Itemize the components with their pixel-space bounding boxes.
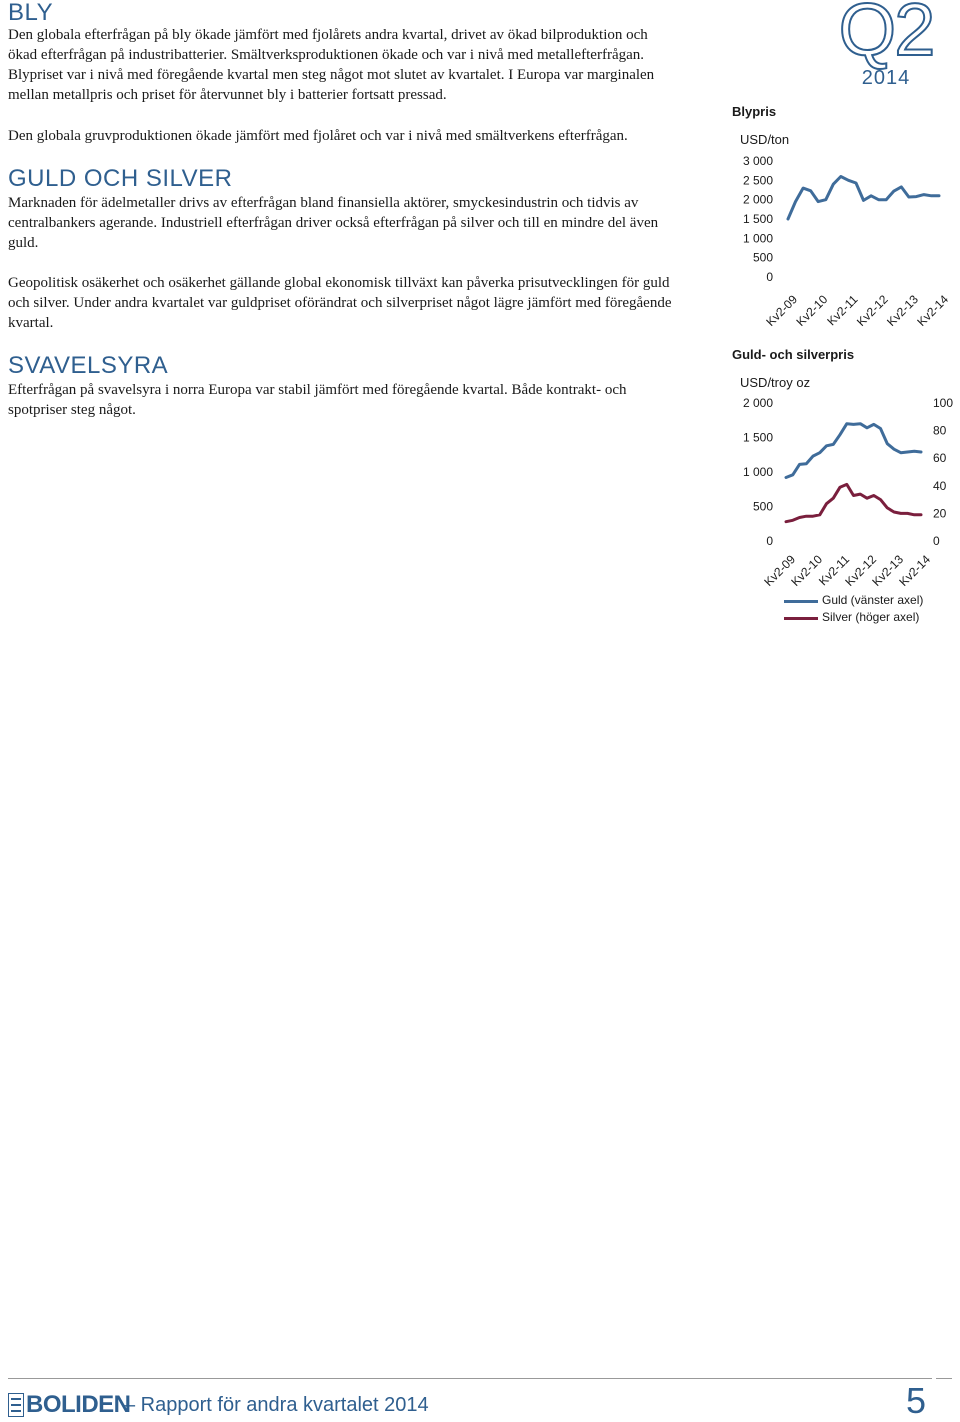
chart-unit-guld-silver: USD/troy oz	[740, 375, 811, 390]
y-tick-label: 2 000	[742, 396, 773, 410]
bly-paragraph-2: Den globala gruvproduktionen ökade jämfört med fjolåret och var i nivå med smältverkens efterfrågan.	[8, 128, 628, 144]
x-tick-label: Kv2-13	[884, 292, 921, 330]
boliden-logo-wordmark: BOLIDEN	[26, 1391, 131, 1418]
y-tick-label: 1 000	[742, 231, 773, 246]
guld-paragraph-1: Marknaden för ädelmetaller drivs av efterfrågan bland finansiella aktörer, smyckesindustrin och tidvis av centralbankers agerande. Industriell efterfrågan driver också efterfrågan på silver och till en mindre del även guld.	[8, 195, 659, 251]
x-tick-label: Kv2-12	[842, 552, 880, 590]
x-tick-label: Kv2-10	[793, 292, 831, 330]
y-tick-label: 0	[766, 534, 773, 548]
guld-paragraph-2: Geopolitisk osäkerhet och osäkerhet gällande global ekonomisk tillväxt kan påverka prisutvecklingen för guld och silver. Under andra kvartalet var guldpriset oförändrat och silverpriset något lägre jämfört med föregående kvartal.	[8, 275, 672, 331]
section-heading-guld-och-silver: GULD OCH SILVER	[8, 165, 233, 192]
legend-label-silver: Silver (höger axel)	[822, 610, 920, 624]
series-line-primary	[786, 424, 921, 478]
y-tick-label: 500	[752, 499, 773, 514]
legend-swatch-guld	[784, 600, 818, 603]
x-tick-label: Kv2-11	[824, 292, 861, 329]
y-tick-label: 1 000	[742, 465, 773, 479]
quarter-badge	[826, 0, 946, 88]
boliden-logo	[8, 1390, 131, 1420]
x-tick-label: Kv2-14	[914, 292, 952, 330]
x-tick-label: Kv2-10	[788, 552, 826, 590]
x-tick-label: Kv2-09	[761, 552, 799, 590]
chart-blypris	[728, 150, 960, 330]
chart-title-blypris: Blypris	[732, 104, 777, 119]
y-tick-label: 1 500	[742, 212, 773, 226]
y2-tick-label: 40	[933, 478, 947, 493]
y-tick-label: 1 500	[742, 430, 773, 445]
chart-unit-blypris: USD/ton	[740, 132, 790, 147]
legend-label-guld: Guld (vänster axel)	[822, 593, 924, 607]
legend-swatch-silver	[784, 617, 818, 620]
series-line-secondary	[786, 484, 921, 521]
x-tick-label: Kv2-13	[869, 552, 907, 590]
y-tick-label: 3 000	[742, 154, 773, 168]
y2-tick-label: 80	[933, 423, 947, 438]
series-line-primary	[788, 177, 939, 220]
boliden-logo-mark	[8, 1393, 24, 1417]
y2-tick-label: 100	[933, 396, 954, 410]
x-tick-label: Kv2-11	[815, 552, 853, 589]
y-tick-label: 0	[766, 270, 773, 284]
y-tick-label: 2 500	[742, 173, 773, 188]
y2-tick-label: 0	[933, 534, 940, 548]
footer-divider	[8, 1378, 932, 1379]
svavelsyra-paragraph-1: Efterfrågan på svavelsyra i norra Europa var stabil jämfört med föregående kvartal. Både kontrakt- och spotpriser steg något.	[8, 382, 627, 418]
y2-tick-label: 20	[933, 506, 947, 521]
y-tick-label: 2 000	[742, 192, 773, 207]
page-number: 5	[906, 1380, 927, 1421]
x-tick-label: Kv2-14	[896, 552, 934, 590]
y-tick-label: 500	[752, 250, 773, 265]
section-heading-bly: BLY	[8, 0, 54, 26]
quarter-year: 2014	[861, 67, 911, 89]
x-tick-label: Kv2-12	[853, 292, 891, 330]
x-tick-label: Kv2-09	[763, 292, 801, 330]
quarter-label: Q2	[838, 0, 934, 71]
report-title: – Rapport för andra kvartalet 2014	[124, 1394, 429, 1416]
footer-divider-right	[936, 1378, 952, 1379]
bly-paragraph-1: Den globala efterfrågan på bly ökade jämfört med fjolårets andra kvartal, drivet av ökad bilproduktion och ökad efterfrågan på industribatterier. Smältverksproduktionen ökade och var i nivå med metallefterfrågan. Blypriset var i nivå med föregående kvartal men steg något mot slutet av kvartalet. I Europa var marginalen mellan metallpris och priset för återvunnet bly i batterier fortsatt pressad.	[8, 27, 655, 103]
chart-guld-silver	[728, 392, 960, 592]
section-heading-svavelsyra: SVAVELSYRA	[8, 352, 169, 379]
y2-tick-label: 60	[933, 451, 947, 466]
chart-title-guld-silver: Guld- och silverpris	[732, 347, 855, 362]
